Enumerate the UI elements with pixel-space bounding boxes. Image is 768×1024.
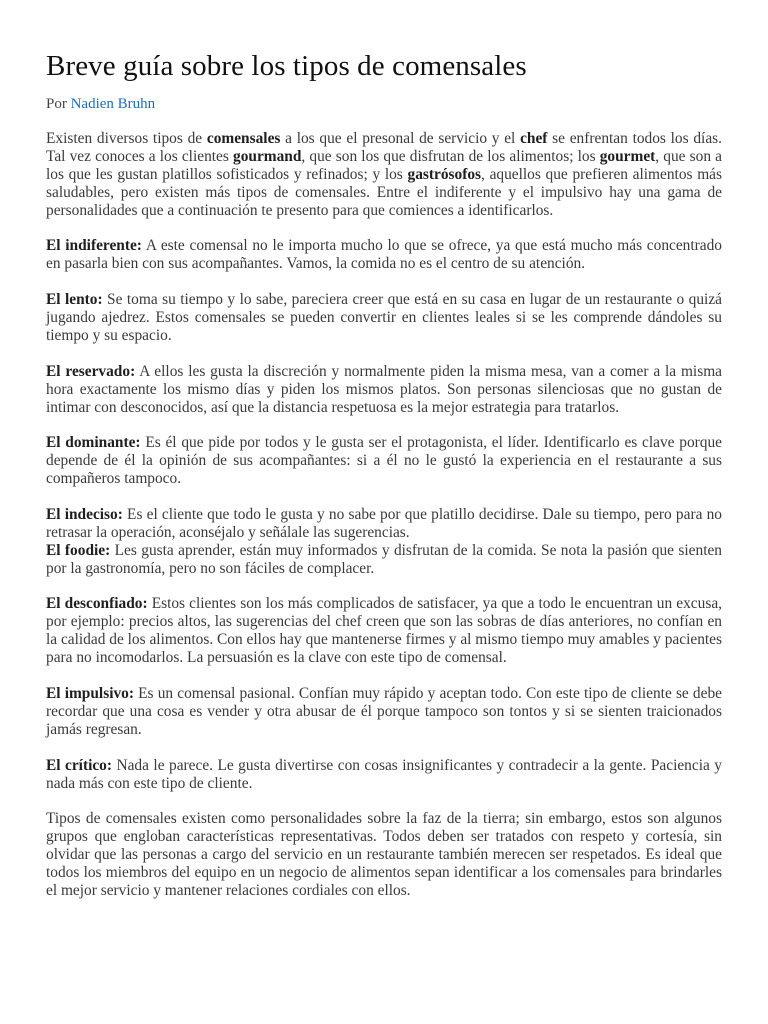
type-indeciso [46, 506, 722, 542]
type-term: El crítico: [46, 756, 113, 774]
author-link[interactable]: Nadien Bruhn [70, 96, 156, 112]
intro-keyword: comensales [206, 130, 281, 147]
type-term: El indeciso: [46, 505, 123, 523]
type-indiferente [46, 237, 722, 273]
article-title: Breve guía sobre los tipos de comensales [46, 50, 527, 82]
type-description: A ellos les gusta la discreción y normalmente piden la misma mesa, van a comer a la misma hora exactamente los mismo días y piden los mismos platos. Son personas silenciosas que no gustan de intimar con desconocidos, así que la distancia respetuosa es la mejor estrategia para tratarlos. [46, 362, 722, 416]
type-description: Nada le parece. Le gusta divertirse con cosas insignificantes y contradecir a la gente. Paciencia y nada más con este tipo de cliente. [46, 756, 722, 792]
intro-text: Existen diversos tipos de [46, 130, 207, 147]
type-description: Estos clientes son los más complicados de satisfacer, ya que a todo le encuentran un excusa, por ejemplo: precios altos, las sugerencias del chef creen que son las sobras de días anteriores, no confían en la calidad de los alimentos. Con ellos hay que mantenerse firmes y al mismo tiempo muy amables y pacientes para no incomodarlos. La persuasión es la clave con este tipo de comensal. [46, 595, 722, 667]
intro-text: , aquellos que prefieren alimentos más saludables, pero existen más tipos de comensales. Entre el indiferente y el impulsivo hay una gama de personalidades que a continuación te presento para que comiences a identificarlos. [46, 165, 722, 219]
intro-paragraph [46, 130, 722, 220]
type-description: Es el cliente que todo le gusta y no sabe por que platillo decidirse. Dale su tiempo, pero para no retrasar la operación, aconséjalo y señálale las sugerencias. [46, 505, 722, 541]
intro-text: a los que el presonal de servicio y el [280, 130, 521, 147]
type-dominante [46, 434, 722, 488]
type-description: A este comensal no le importa mucho lo que se ofrece, ya que está mucho más concentrado en pasarla bien con sus acompañantes. Vamos, la comida no es el centro de su atención. [46, 237, 722, 273]
closing-paragraph: Tipos de comensales existen como personalidades sobre la faz de la tierra; sin embargo, estos son algunos grupos que engloban características representativas. Todos deben ser tratados con respeto y cortesía, sin olvidar que las personas a cargo del servicio en un restaurante también merecen ser respetados. Es ideal que todos los miembros del equipo en un negocio de alimentos sepan identificar a los comensales para brindarles el mejor servicio y mantener relaciones cordiales con ellos. [46, 810, 722, 899]
type-lento [46, 291, 722, 345]
type-term: El dominante: [46, 434, 141, 452]
type-description: Es él que pide por todos y le gusta ser el protagonista, el líder. Identificarlo es clave porque depende de él la opinión de sus acompañantes: si a él no le gustó la experiencia en el restaurante a sus compañeros tampoco. [46, 434, 722, 488]
type-term: El desconfiado: [46, 595, 148, 613]
intro-text: , que son a los que les gustan platillos sofisticados y refinados; y los [46, 147, 722, 183]
type-reservado [46, 363, 722, 417]
intro-keyword: gourmet [599, 147, 656, 165]
type-description: Es un comensal pasional. Confían muy rápido y aceptan todo. Con este tipo de cliente se debe recordar que una cosa es vender y otra abusar de él porque tampoco son tontos y si se sienten traicionados jamás regresan. [46, 684, 722, 738]
type-critico [46, 757, 722, 793]
type-term: El indiferente: [46, 237, 142, 255]
type-term: El lento: [46, 291, 103, 309]
byline [46, 95, 722, 113]
intro-keyword: gastrósofos [407, 165, 482, 183]
type-foodie [46, 542, 722, 578]
type-description: Les gusta aprender, están muy informados y disfrutan de la comida. Se nota la pasión que sienten por la gastronomía, pero no son fáciles de complacer. [46, 541, 722, 577]
type-impulsivo [46, 685, 722, 739]
type-term: El reservado: [46, 362, 136, 380]
type-description: Se toma su tiempo y lo sabe, pareciera creer que está en su casa en lugar de un restaurante o quizá jugando ajedrez. Estos comensales se pueden convertir en clientes leales si se les comprende dándoles su tiempo y su espacio. [46, 291, 722, 344]
type-term: El foodie: [46, 541, 111, 559]
type-term: El impulsivo: [46, 684, 134, 702]
intro-keyword: chef [520, 130, 548, 147]
intro-text: se enfrentan todos los días. Tal vez conoces a los clientes [46, 130, 722, 165]
article-body [46, 130, 722, 900]
type-desconfiado [46, 595, 722, 667]
byline-prefix: Por [46, 96, 67, 112]
intro-text: , que son los que disfrutan de los alimentos; los [301, 147, 600, 165]
intro-keyword: gourmand [233, 147, 302, 165]
